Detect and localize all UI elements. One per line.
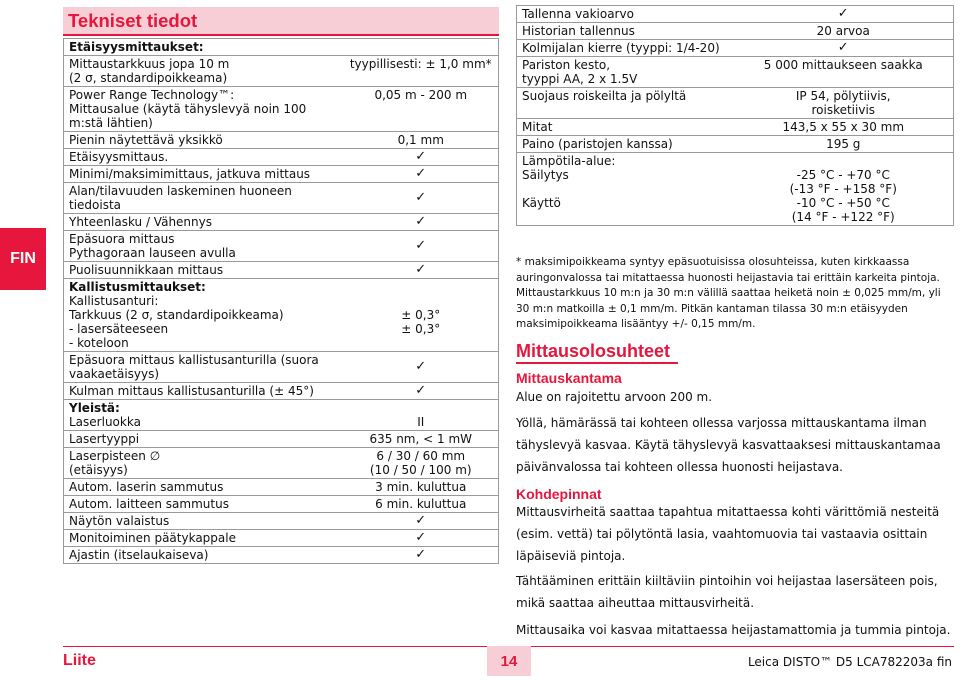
footnote: * maksimipoikkeama syntyy epäsuotuisissa olosuhteissa, kuten kirkkaassa auringonvalossa tai mitattaessa huonosti heijastavia tai erittäin karkeita pintoja. Mittaustarkkuus 10 m:n ja 30 m:n välillä saattaa heiketä noin ± 0,025 mm/m, yli 30 m:n matkoilla ± 0,1 mm/m. Pitkän kantaman tilassa 30 m:n etäisyyden maksimipoikkeama lisääntyy +/- 0,15 mm/m. (516, 256, 941, 330)
spec-label: Ajastin (itselaukaiseva) (69, 548, 209, 562)
checkmark-icon: ✓ (734, 40, 954, 57)
spec-sublabel: Kallistusanturi: Tarkkuus (2 σ, standardipoikkeama) - lasersäteeseen - koteloon (69, 294, 284, 350)
footer-section: Liite (63, 652, 96, 669)
spec-row (64, 183, 499, 214)
spec-value: 0,1 mm (344, 132, 499, 149)
spec-label: Etäisyysmittaus. (69, 150, 169, 164)
spec-label: Lämpötila-alue: Säilytys Käyttö (522, 154, 616, 210)
checkmark-icon: ✓ (344, 352, 499, 383)
spec-label-cell (64, 183, 344, 214)
spec-value (344, 39, 499, 56)
spec-label: Yhteenlasku / Vähennys (69, 215, 212, 229)
spec-row (64, 279, 499, 352)
spec-row (64, 479, 499, 496)
spec-label-cell (64, 149, 344, 166)
spec-row (64, 448, 499, 479)
spec-label: Autom. laserin sammutus (69, 480, 224, 494)
spec-label-cell (64, 56, 344, 87)
spec-label-cell (64, 132, 344, 149)
page-number: 14 (487, 646, 531, 676)
spec-row (517, 136, 954, 153)
spec-label: Epäsuora mittaus Pythagoraan lauseen avulla (69, 232, 236, 260)
spec-value: 0,05 m - 200 m (344, 87, 499, 132)
spec-label-cell (517, 40, 734, 57)
spec-row (64, 149, 499, 166)
checkmark-icon: ✓ (344, 231, 499, 262)
spec-label: Monitoiminen päätykappale (69, 531, 236, 545)
spec-label-cell (64, 262, 344, 279)
section-title: Mittausolosuhteet (516, 341, 678, 364)
spec-row (64, 56, 499, 87)
spec-row (64, 352, 499, 383)
spec-row (517, 57, 954, 88)
spec-label: Kallistusmittaukset: (69, 280, 206, 294)
checkmark-icon: ✓ (344, 383, 499, 400)
checkmark-icon: ✓ (344, 530, 499, 547)
spec-row (64, 132, 499, 149)
spec-label-cell (64, 496, 344, 513)
spec-label-cell (517, 88, 734, 119)
checkmark-icon: ✓ (344, 183, 499, 214)
spec-label: Minimi/maksimimittaus, jatkuva mittaus (69, 167, 311, 181)
spec-label-cell (64, 231, 344, 262)
spec-label: Pariston kesto, tyyppi AA, 2 x 1.5V (522, 58, 638, 86)
spec-label-cell (64, 530, 344, 547)
spec-label-cell (64, 39, 344, 56)
spec-value: -25 °C - +70 °C (-13 °F - +158 °F) -10 °C - +50 °C (14 °F - +122 °F) (734, 153, 954, 226)
spec-label-cell (517, 119, 734, 136)
spec-label: Yleistä: (69, 401, 120, 415)
spec-row (517, 6, 954, 23)
spec-label: Näytön valaistus (69, 514, 170, 528)
spec-label-cell (64, 279, 344, 352)
spec-row (517, 153, 954, 226)
checkmark-icon: ✓ (344, 513, 499, 530)
spec-row (64, 39, 499, 56)
spec-value: IP 54, pölytiivis, roisketiivis (734, 88, 954, 119)
spec-label: Power Range Technology™: Mittausalue (käytä tähyslevyä noin 100 m:stä lähtien) (69, 88, 307, 130)
spec-label-cell (64, 431, 344, 448)
spec-label: Kulman mittaus kallistusanturilla (± 45°) (69, 384, 314, 398)
spec-row (64, 262, 499, 279)
page-title: Tekniset tiedot (63, 7, 499, 36)
spec-row (517, 88, 954, 119)
paragraph-shiny-surfaces: Tähtääminen erittäin kiiltäviin pintoihin voi heijastaa lasersäteen pois, mikä saattaa aiheuttaa mittausvirheitä. (516, 574, 938, 610)
spec-label-cell (64, 166, 344, 183)
spec-row (64, 530, 499, 547)
checkmark-icon: ✓ (344, 547, 499, 564)
spec-label: Autom. laitteen sammutus (69, 497, 229, 511)
spec-value: 6 min. kuluttua (344, 496, 499, 513)
spec-row (64, 496, 499, 513)
spec-row (64, 166, 499, 183)
paragraph-dark-surfaces: Mittausaika voi kasvaa mitattaessa heijastamattomia ja tummia pintoja. (516, 623, 951, 637)
spec-label-cell (517, 23, 734, 40)
spec-value: 143,5 x 55 x 30 mm (734, 119, 954, 136)
spec-label: Tallenna vakioarvo (522, 7, 634, 21)
spec-label: Lasertyyppi (69, 432, 140, 446)
spec-value: II (344, 400, 499, 431)
spec-value: 20 arvoa (734, 23, 954, 40)
spec-label-cell (64, 513, 344, 530)
spec-row (64, 400, 499, 431)
checkmark-icon: ✓ (344, 214, 499, 231)
spec-row (64, 214, 499, 231)
spec-label-cell (517, 153, 734, 226)
footer-brand: Leica DISTO™ D5 LCA782203a fin (747, 655, 952, 669)
spec-label: Etäisyysmittaukset: (69, 40, 204, 54)
checkmark-icon: ✓ (344, 262, 499, 279)
spec-label-cell (64, 547, 344, 564)
spec-label: Paino (paristojen kanssa) (522, 137, 673, 151)
spec-label: Mittaustarkkuus jopa 10 m (2 σ, standardipoikkeama) (69, 57, 230, 85)
spec-row (64, 231, 499, 262)
paragraph-surfaces-errors: Mittausvirheitä saattaa tapahtua mitattaessa kohti värittömiä nesteitä (esim. vettä) tai pölytöntä lasia, vaahtomuovia tai vastaavia osittain läpäiseviä pintoja. (516, 505, 940, 563)
spec-label: Alan/tilavuuden laskeminen huoneen tiedoista (69, 184, 292, 212)
spec-row (64, 513, 499, 530)
spec-label-cell (517, 6, 734, 23)
subheading-range: Mittauskantama (516, 370, 622, 386)
spec-sublabel: Laserluokka (69, 415, 141, 429)
spec-label-cell (64, 448, 344, 479)
spec-label: Pienin näytettävä yksikkö (69, 133, 223, 147)
checkmark-icon: ✓ (344, 149, 499, 166)
spec-row (64, 547, 499, 564)
paragraph-range-night: Yöllä, hämärässä tai kohteen ollessa varjossa mittauskantama ilman tähyslevyä kasvaa. Käytä tähyslevyä kasvattaaksesi mittauskantamaa päivänvalossa tai kohteen ollessa huonosti heijastava. (516, 416, 941, 474)
subheading-surfaces: Kohdepinnat (516, 486, 602, 502)
spec-label: Kolmijalan kierre (tyyppi: 1/4-20) (522, 41, 720, 55)
language-tab: FIN (0, 228, 46, 290)
spec-row (517, 119, 954, 136)
spec-value: 5 000 mittaukseen saakka (734, 57, 954, 88)
spec-label-cell (64, 479, 344, 496)
spec-row (64, 87, 499, 132)
spec-label-cell (517, 57, 734, 88)
spec-row (64, 431, 499, 448)
spec-value: 635 nm, < 1 mW (344, 431, 499, 448)
spec-value: 6 / 30 / 60 mm (10 / 50 / 100 m) (344, 448, 499, 479)
spec-label: Puolisuunnikkaan mittaus (69, 263, 224, 277)
paragraph-range-limit: Alue on rajoitettu arvoon 200 m. (516, 390, 713, 404)
spec-table-right (516, 5, 954, 226)
spec-label-cell (64, 352, 344, 383)
spec-value: tyypillisesti: ± 1,0 mm* (344, 56, 499, 87)
spec-row (517, 23, 954, 40)
spec-row (517, 40, 954, 57)
spec-label-cell (64, 383, 344, 400)
spec-label-cell (517, 136, 734, 153)
spec-value: ± 0,3° ± 0,3° (344, 279, 499, 352)
spec-label-cell (64, 87, 344, 132)
checkmark-icon: ✓ (837, 6, 849, 21)
checkmark-icon: ✓ (344, 166, 499, 183)
spec-label: Laserpisteen ∅ (etäisyys) (69, 449, 161, 477)
spec-label: Epäsuora mittaus kallistusanturilla (suora vaakaetäisyys) (69, 353, 319, 381)
spec-label-cell (64, 400, 344, 431)
spec-value: 3 min. kuluttua (344, 479, 499, 496)
spec-label: Mitat (522, 120, 553, 134)
spec-value: 195 g (734, 136, 954, 153)
spec-table-left (63, 38, 499, 564)
spec-row (64, 383, 499, 400)
spec-label: Suojaus roiskeilta ja pölyltä (522, 89, 687, 103)
spec-label-cell (64, 214, 344, 231)
spec-label: Historian tallennus (522, 24, 635, 38)
